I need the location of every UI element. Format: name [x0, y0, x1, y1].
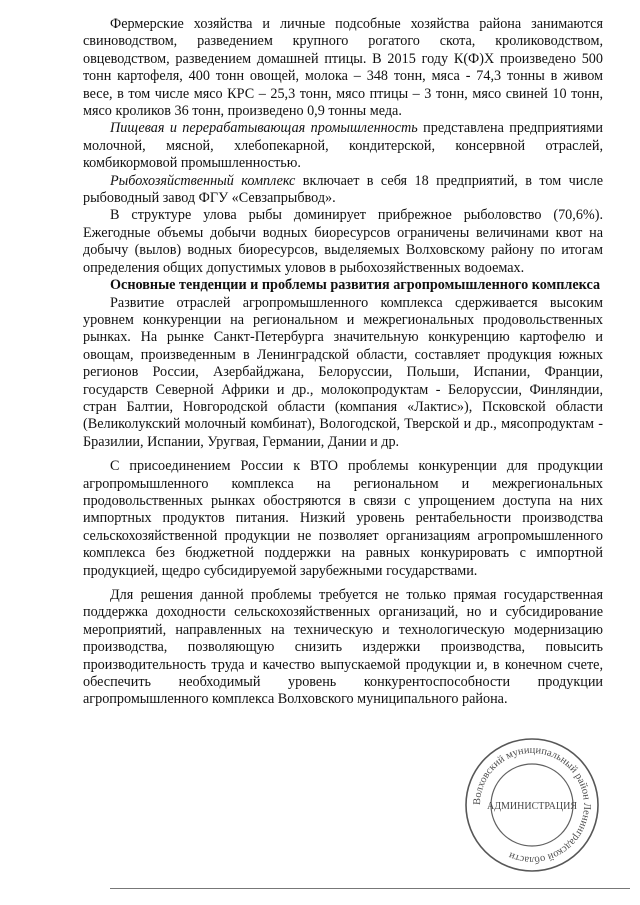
document-page — [83, 16, 603, 709]
paragraph-solution: Для решения данной проблемы требуется не только прямая государственная поддержка доходности сельскохозяйственных организаций, но и субсидирование мероприятий, направленных на техническую и технологическую модернизацию производства, позволяющую снизить издержки производства, повысить производительность труда и качество выпускаемой продукции и, в конечном счете, обеспечить необходимый уровень конкурентоспособности продукции агропромышленного комплекса Волховского муниципального района. — [83, 587, 603, 708]
footer-rule — [110, 888, 630, 889]
paragraph-food-industry — [83, 120, 603, 172]
administration-seal — [462, 735, 602, 875]
food-industry-text: представлена предприятиями молочной, мясной, хлебопекарной, кондитерской, консервной отраслей, комбикормовой промышленностью. — [83, 120, 603, 172]
seal-center-text: АДМИНИСТРАЦИЯ — [487, 801, 577, 812]
fishery-term: Рыбохозяйственный комплекс — [110, 172, 296, 189]
section-heading: Основные тенденции и проблемы развития агропромышленного комплекса — [110, 277, 601, 294]
seal-ring-text: Волховский муниципальный район Ленинградской области — [471, 744, 593, 866]
food-industry-term: Пищевая и перерабатывающая промышленность — [110, 120, 418, 137]
fishery-text: включает в себя 18 предприятий, в том числе рыбоводный завод ФГУ «Севзапрыбвод». — [83, 172, 603, 207]
paragraph-competition: Развитие отраслей агропромышленного комплекса сдерживается высоким уровнем конкуренции на региональном и межрегиональных продовольственных рынках. На рынке Санкт-Петербурга значительную конкуренцию картофелю и овощам, произведенным в Ленинградской области, составляет продукция южных регионов России, Азербайджана, Белоруссии, Польши, Испании, Франции, государств Северной Африки и др., молокопродуктам - Белоруссии, Финляндии, стран Балтии, Новгородской области (компания «Лактис»), Псковской области (Великолукский молочный комбинат), Вологодской, Тверской и др., мясопродуктам - Бразилии, Испании, Уругвая, Германии, Дании и др. — [83, 294, 603, 450]
paragraph-wto: С присоединением России к ВТО проблемы конкуренции для продукции агропромышленного комплекса на региональном и межрегиональных продовольственных рынках обостряются в связи с упрощением доступа на них импортных продуктов питания. Низкий уровень рентабельности производства сельскохозяйственной продукции не позволяет организациям агропромышленного комплекса без бюджетной поддержки на равных конкурировать с импортной продукцией, щедро субсидируемой зарубежными государствами. — [83, 458, 603, 579]
paragraph-fishing-catch: В структуре улова рыбы доминирует прибрежное рыболовство (70,6%). Ежегодные объемы добычи водных биоресурсов ограничены величинами квот на добычу (вылов) водных биоресурсов, выделяемых Волховскому району по итогам определения общих допустимых уловов в рыбохозяйственных водоемах. — [83, 207, 603, 276]
paragraph-farms: Фермерские хозяйства и личные подсобные хозяйства района занимаются свиноводством, разведением крупного рогатого скота, кролиководством, овцеводством, разведением домашней птицы. В 2015 году К(Ф)Х произведено 500 тонн картофеля, 400 тонн овощей, молока – 348 тонн, мяса - 74,3 тонны в живом весе, в том числе мясо КРС – 25,3 тонн, мясо птицы – 3 тонн, мясо свиней 10 тонн, мясо кроликов 36 тонн, произведено 0,9 тонны меда. — [83, 16, 603, 120]
paragraph-fishery — [83, 173, 603, 208]
